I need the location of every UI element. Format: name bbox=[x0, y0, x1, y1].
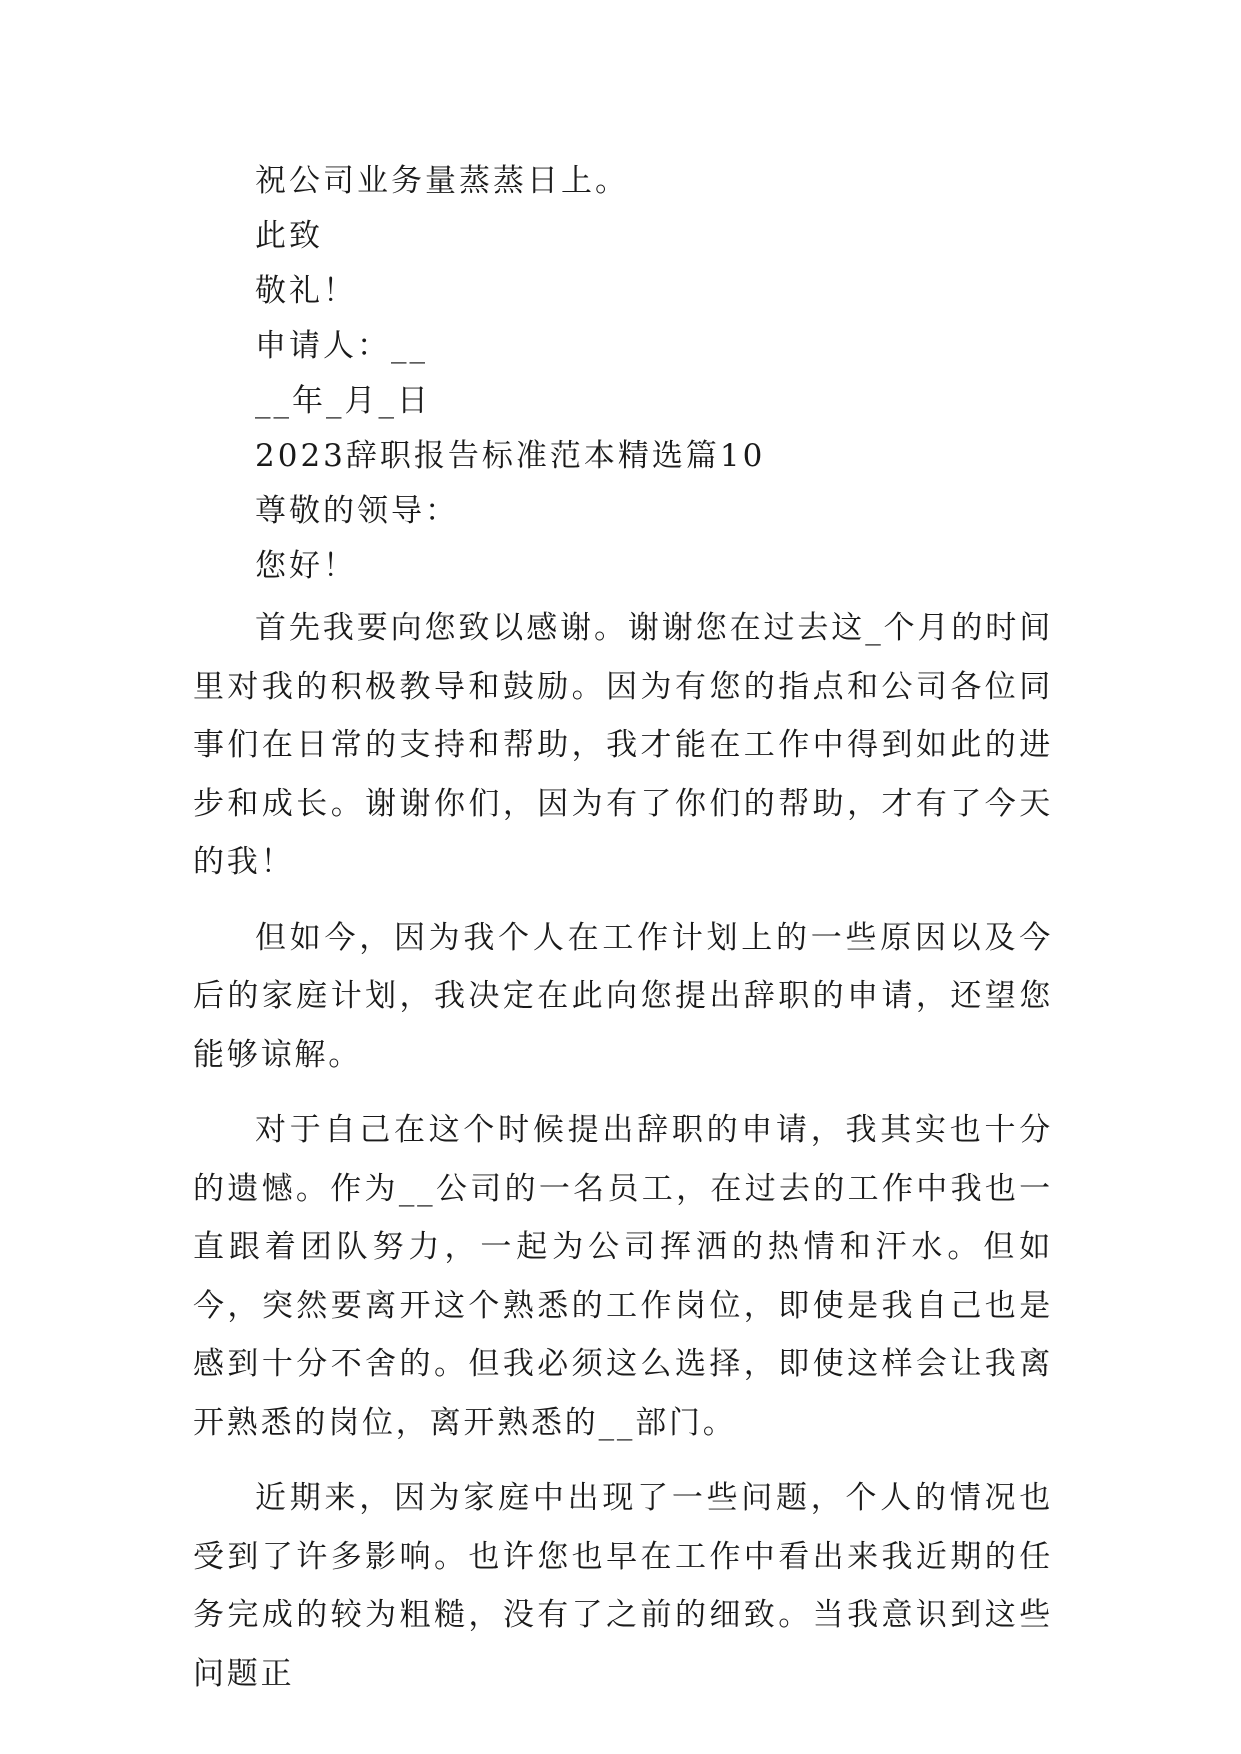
letter-greeting: 尊敬的领导： bbox=[255, 493, 459, 529]
salutation-jingli: 敬礼！ bbox=[255, 273, 357, 309]
paragraph-reason: 但如今，因为我个人在工作计划上的一些原因以及今后的家庭计划，我决定在此向您提出辞职的申请，还望您能够谅解。 bbox=[193, 919, 1053, 1073]
salutation-cizhi: 此致 bbox=[255, 218, 323, 254]
section-title: 2023辞职报告标准范本精选篇10 bbox=[255, 438, 766, 474]
signature-date: __年_月_日 bbox=[255, 383, 431, 419]
letter-hello: 您好！ bbox=[255, 548, 357, 584]
paragraph-regret: 对于自己在这个时候提出辞职的申请，我其实也十分的遗憾。作为__公司的一名员工，在过去的工作中我也一直跟着团队努力，一起为公司挥洒的热情和汗水。但如今，突然要离开这个熟悉的工作岗位，即使是我自己也是感到十分不舍的。但我必须这么选择，即使这样会让我离开熟悉的岗位，离开熟悉的__部门。 bbox=[193, 1112, 1053, 1441]
applicant-signature: 申请人：__ bbox=[255, 328, 428, 364]
closing-wish: 祝公司业务量蒸蒸日上。 bbox=[255, 163, 629, 199]
letter-paragraphs bbox=[193, 599, 1053, 1703]
document-body bbox=[193, 161, 1053, 1720]
paragraph-thanks: 首先我要向您致以感谢。谢谢您在过去这_个月的时间里对我的积极教导和鼓励。因为有您的指点和公司各位同事们在日常的支持和帮助，我才能在工作中得到如此的进步和成长。谢谢你们，因为有了你们的帮助，才有了今天的我！ bbox=[193, 610, 1053, 880]
paragraph-family: 近期来，因为家庭中出现了一些问题，个人的情况也受到了许多影响。也许您也早在工作中看出来我近期的任务完成的较为粗糙，没有了之前的细致。当我意识到这些问题正 bbox=[193, 1480, 1053, 1692]
